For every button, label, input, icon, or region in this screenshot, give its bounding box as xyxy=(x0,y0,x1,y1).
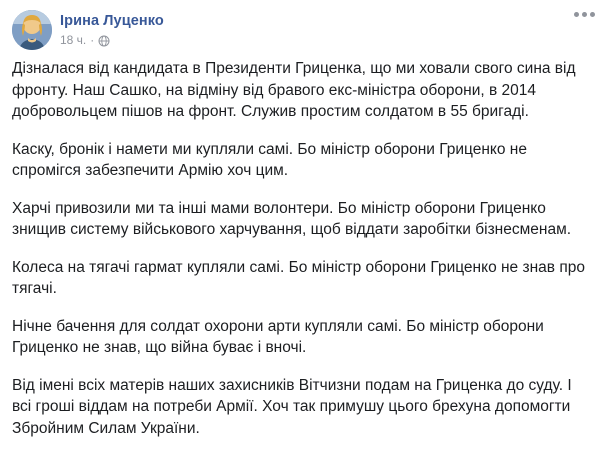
globe-icon[interactable] xyxy=(98,35,110,47)
dot xyxy=(582,12,587,17)
post-paragraph: Від імені всіх матерів наших захисників Вітчизни подам на Гриценка до суду. І всі гроші віддам на потреби Армії. Хоч так примушу цього брехуна допомогти Збройним Силам України. xyxy=(12,376,572,437)
post-meta xyxy=(60,33,164,47)
post-paragraph: Дізналася від кандидата в Президенти Гриценка, що ми ховали свого сина від фронту. Наш Сашко, на відміну від бравого екс-міністра оборони, в 2014 добровольцем пішов на фронт. Служив простим солдатом в 55 бригаді. xyxy=(12,60,576,120)
dot xyxy=(574,12,579,17)
post-header xyxy=(0,0,607,54)
meta-separator: · xyxy=(90,33,95,47)
post-paragraph: Колеса на тягачі гармат купляли самі. Бо міністр оборони Гриценко не знав про тягачі. xyxy=(12,258,585,297)
post-paragraph: Каску, бронік і намети ми купляли самі. Бо міністр оборони Гриценко не спромігся забезпечити Армію хоч цим. xyxy=(12,140,527,179)
avatar[interactable] xyxy=(12,10,52,50)
post-paragraph: Харчі привозили ми та інші мами волонтери. Бо міністр оборони Гриценко знищив систему військового харчування, щоб віддати заробітки бізнесменам. xyxy=(12,199,572,238)
more-options-icon[interactable] xyxy=(574,12,595,17)
dot xyxy=(590,12,595,17)
author-name[interactable]: Ірина Луценко xyxy=(60,13,164,29)
post-timestamp[interactable]: 18 ч. xyxy=(60,33,87,47)
post-paragraph: Нічне бачення для солдат охорони арти купляли самі. Бо міністр оборони Гриценко не знав, що війна буває і вночі. xyxy=(12,317,544,356)
post-header-text xyxy=(60,10,164,47)
post-body xyxy=(0,54,607,439)
